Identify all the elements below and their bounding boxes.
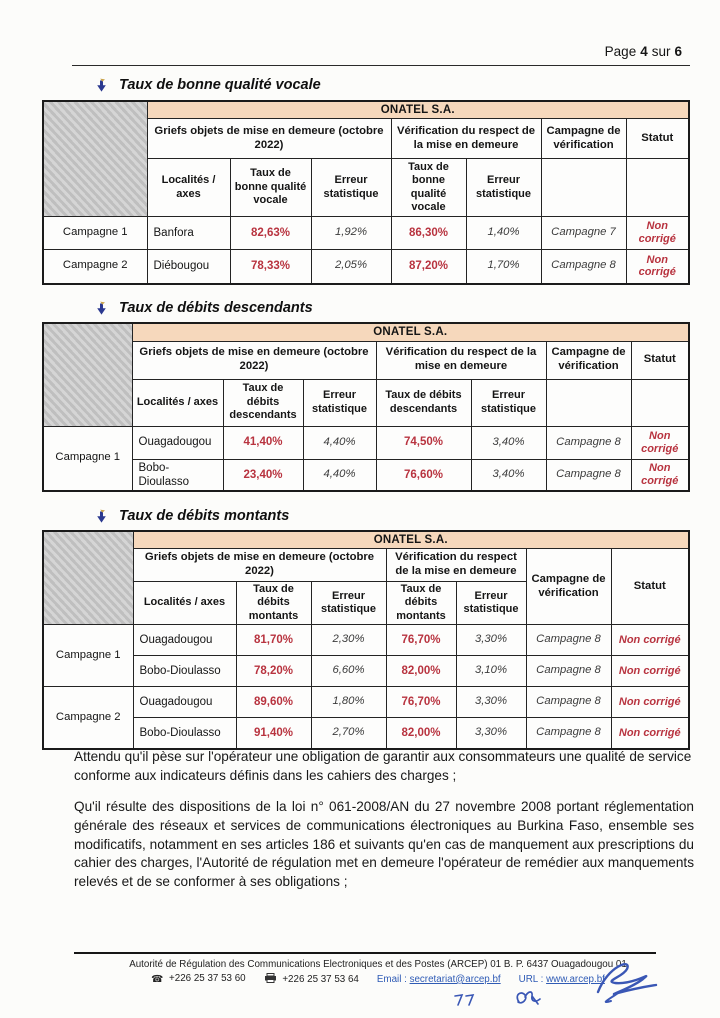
campagne-cell: Campagne 1 — [43, 217, 147, 250]
section-title-text: Taux de débits descendants — [119, 300, 313, 316]
section-title-text: Taux de bonne qualité vocale — [119, 77, 321, 93]
col-group-griefs: Griefs objets de mise en demeure (octobre 2022) — [133, 549, 386, 582]
taux-value: 78,33% — [230, 250, 311, 284]
taux-value: 91,40% — [236, 718, 311, 749]
taux-value: 89,60% — [236, 687, 311, 718]
fax-number: +226 25 37 53 64 — [282, 973, 359, 985]
taux-value: 78,20% — [236, 656, 311, 687]
localite-cell: Diébougou — [147, 250, 230, 284]
erreur-value: 3,10% — [456, 656, 526, 687]
localite-cell: Bobo-Dioulasso — [133, 656, 236, 687]
campagne-verif-cell: Campagne 8 — [526, 625, 611, 656]
erreur-value: 3,40% — [471, 459, 546, 491]
corner-cell — [43, 323, 132, 426]
localite-cell: Ouagadougou — [133, 625, 236, 656]
table-debits-descendants — [42, 322, 690, 492]
erreur-value: 3,30% — [456, 687, 526, 718]
operator-header: ONATEL S.A. — [147, 101, 689, 119]
col-group-griefs: Griefs objets de mise en demeure (octobre 2022) — [147, 119, 391, 159]
empty-cell — [546, 379, 631, 426]
erreur-value: 1,80% — [311, 687, 386, 718]
erreur-value: 6,60% — [311, 656, 386, 687]
empty-cell — [631, 379, 689, 426]
subheader-erreur: Erreur statistique — [311, 582, 386, 625]
erreur-value: 3,30% — [456, 625, 526, 656]
page-num: 4 — [640, 44, 648, 59]
url-link[interactable]: www.arcep.bf — [546, 973, 605, 985]
corner-cell — [43, 531, 133, 625]
footer-address: Autorité de Régulation des Communications Electroniques et des Postes (ARCEP) 01 B. P. 6437 Ouagadougou 01 — [129, 959, 627, 970]
table-row — [43, 459, 689, 491]
footer-divider — [74, 952, 656, 954]
email-item — [377, 973, 501, 987]
subheader-taux: Taux de débits montants — [236, 582, 311, 625]
page-total: 6 — [674, 44, 682, 59]
campagne-verif-cell: Campagne 8 — [546, 426, 631, 459]
statut-cell: Non corrigé — [611, 718, 689, 749]
col-group-griefs: Griefs objets de mise en demeure (octobre 2022) — [132, 341, 376, 379]
operator-header: ONATEL S.A. — [132, 323, 689, 341]
localite-cell: Banfora — [147, 217, 230, 250]
subheader-localites: Localités / axes — [133, 582, 236, 625]
operator-header: ONATEL S.A. — [133, 531, 689, 549]
col-group-statut: Statut — [611, 549, 689, 625]
arrow-bullet-icon — [94, 509, 109, 524]
table-row — [43, 217, 689, 250]
initials-mark-icon — [452, 992, 478, 1008]
page-word: Page — [604, 44, 637, 59]
table-row — [43, 656, 689, 687]
statut-cell: Non corrigé — [631, 459, 689, 491]
col-group-verification: Vérification du respect de la mise en demeure — [376, 341, 546, 379]
col-group-statut: Statut — [626, 119, 689, 159]
taux-value: 74,50% — [376, 426, 471, 459]
table-row — [43, 426, 689, 459]
subheader-erreur: Erreur statistique — [471, 379, 546, 426]
taux-value: 82,63% — [230, 217, 311, 250]
subheader-taux: Taux de débits montants — [386, 582, 456, 625]
arrow-bullet-icon — [94, 78, 109, 93]
erreur-value: 4,40% — [303, 426, 376, 459]
taux-value: 76,60% — [376, 459, 471, 491]
table-qualite-vocale — [42, 100, 690, 285]
statut-cell: Non corrigé — [611, 625, 689, 656]
localite-cell: Bobo-Dioulasso — [133, 718, 236, 749]
col-group-verification: Vérification du respect de la mise en demeure — [386, 549, 526, 582]
footer — [98, 958, 658, 987]
campagne-verif-cell: Campagne 8 — [541, 250, 626, 284]
taux-value: 23,40% — [223, 459, 303, 491]
section-title-debits-descendants — [94, 300, 313, 316]
erreur-value: 2,05% — [311, 250, 391, 284]
fax-icon — [264, 973, 277, 983]
taux-value: 76,70% — [386, 687, 456, 718]
statut-cell: Non corrigé — [611, 656, 689, 687]
erreur-value: 3,40% — [471, 426, 546, 459]
page-number — [605, 44, 682, 59]
subheader-erreur: Erreur statistique — [303, 379, 376, 426]
subheader-localites: Localités / axes — [147, 159, 230, 217]
col-group-campagne: Campagne de vérification — [526, 549, 611, 625]
statut-cell: Non corrigé — [631, 426, 689, 459]
localite-cell: Bobo-Dioulasso — [132, 459, 223, 491]
erreur-value: 2,30% — [311, 625, 386, 656]
campagne-cell: Campagne 1 — [43, 426, 132, 491]
campagne-cell: Campagne 2 — [43, 250, 147, 284]
erreur-value: 2,70% — [311, 718, 386, 749]
section-title-qualite-vocale — [94, 77, 321, 93]
col-group-campagne: Campagne de vérification — [541, 119, 626, 159]
subheader-erreur: Erreur statistique — [311, 159, 391, 217]
campagne-verif-cell: Campagne 8 — [526, 718, 611, 749]
erreur-value: 1,92% — [311, 217, 391, 250]
table-row — [43, 687, 689, 718]
corner-cell — [43, 101, 147, 217]
taux-value: 76,70% — [386, 625, 456, 656]
taux-value: 86,30% — [391, 217, 466, 250]
erreur-value: 1,70% — [466, 250, 541, 284]
campagne-verif-cell: Campagne 7 — [541, 217, 626, 250]
col-group-statut: Statut — [631, 341, 689, 379]
statut-cell: Non corrigé — [611, 687, 689, 718]
campagne-verif-cell: Campagne 8 — [526, 687, 611, 718]
taux-value: 87,20% — [391, 250, 466, 284]
paragraph-loi: Qu'il résulte des dispositions de la loi n° 061-2008/AN du 27 novembre 2008 portant réglementation générale des réseaux et services de communications électroniques au Burkina Faso, ensemble ses modificatifs, notamment en ses articles 186 et suivants qu'en cas de manquement aux prescriptions du cahier des charges, l'Autorité de régulation met en demeure l'opérateur de remédier aux manquements relevés et de se conformer à ses obligations ; — [74, 799, 694, 889]
localite-cell: Ouagadougou — [133, 687, 236, 718]
initials-paraphe-icon — [512, 988, 544, 1008]
campagne-cell: Campagne 2 — [43, 687, 133, 749]
subheader-taux: Taux de débits descendants — [376, 379, 471, 426]
taux-value: 41,40% — [223, 426, 303, 459]
fax-item — [264, 973, 359, 987]
email-label: Email : — [376, 973, 407, 985]
subheader-erreur: Erreur statistique — [466, 159, 541, 217]
signature-paraphe-icon — [590, 958, 662, 1006]
campagne-verif-cell: Campagne 8 — [526, 656, 611, 687]
erreur-value: 1,40% — [466, 217, 541, 250]
subheader-taux: Taux de bonne qualité vocale — [230, 159, 311, 217]
campagne-verif-cell: Campagne 8 — [546, 459, 631, 491]
email-link[interactable]: secretariat@arcep.bf — [409, 973, 501, 985]
col-group-campagne: Campagne de vérification — [546, 341, 631, 379]
table-row — [43, 250, 689, 284]
empty-cell — [626, 159, 689, 217]
table-debits-montants — [42, 530, 690, 750]
erreur-value: 3,30% — [456, 718, 526, 749]
subheader-taux: Taux de débits descendants — [223, 379, 303, 426]
header-divider — [72, 65, 690, 66]
phone-icon: ☎ — [151, 974, 164, 986]
page-sur: sur — [651, 44, 671, 59]
subheader-localites: Localités / axes — [132, 379, 223, 426]
empty-cell — [541, 159, 626, 217]
paragraph-attendu: Attendu qu'il pèse sur l'opérateur une obligation de garantir aux consommateurs une qualité de service conforme aux indicateurs définis dans les cahiers des charges ; — [74, 749, 692, 783]
section-title-debits-montants — [94, 508, 289, 524]
footer-contacts — [98, 972, 658, 987]
erreur-value: 4,40% — [303, 459, 376, 491]
url-label: URL : — [518, 973, 544, 985]
subheader-taux: Taux de bonne qualité vocale — [391, 159, 466, 217]
table-row — [43, 625, 689, 656]
phone-item — [151, 972, 245, 987]
section-title-text: Taux de débits montants — [119, 508, 290, 524]
statut-cell: Non corrigé — [626, 250, 689, 284]
taux-value: 82,00% — [386, 718, 456, 749]
localite-cell: Ouagadougou — [132, 426, 223, 459]
taux-value: 82,00% — [386, 656, 456, 687]
col-group-verification: Vérification du respect de la mise en demeure — [391, 119, 541, 159]
campagne-cell: Campagne 1 — [43, 625, 133, 687]
subheader-erreur: Erreur statistique — [456, 582, 526, 625]
taux-value: 81,70% — [236, 625, 311, 656]
table-row — [43, 718, 689, 749]
statut-cell: Non corrigé — [626, 217, 689, 250]
arrow-bullet-icon — [94, 301, 109, 316]
phone-number: +226 25 37 53 60 — [169, 973, 246, 985]
